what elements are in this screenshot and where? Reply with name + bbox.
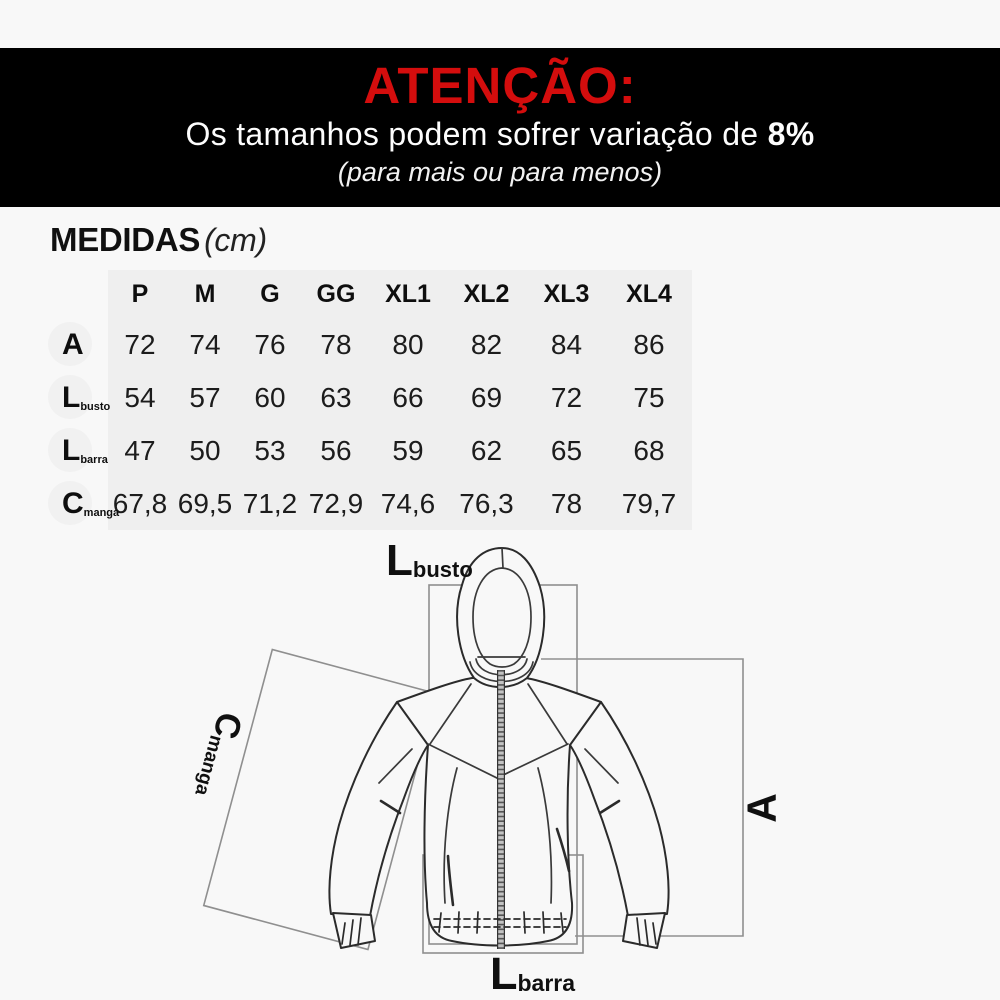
table-cell: 56	[320, 434, 352, 466]
label-manga-letter: C	[205, 708, 250, 743]
table-cell: 78	[320, 328, 352, 360]
table-cell: 79,7	[621, 487, 677, 519]
row-label-letter: C	[62, 486, 84, 520]
column-header-xl1: XL1	[385, 279, 431, 308]
table-cell: 72,9	[308, 487, 364, 519]
hood-top-seam	[502, 548, 503, 568]
label-barra-letter: L	[490, 948, 518, 999]
table-cell: 62	[470, 434, 503, 466]
jacket-left-sleeve	[329, 702, 428, 916]
table-cell: 80	[392, 328, 424, 360]
table-cell: 66	[392, 381, 424, 413]
section-title-text: MEDIDAS	[50, 221, 201, 258]
table-cell: 67,8	[112, 487, 168, 519]
column-header-xl4: XL4	[626, 279, 672, 308]
table-cell: 78	[550, 487, 583, 519]
warning-subtitle-percentage: 8%	[767, 115, 815, 152]
label-busto-sub: busto	[412, 557, 473, 582]
label-largura-barra	[490, 948, 575, 1000]
table-cell: 76	[254, 328, 286, 360]
column-header-g: G	[260, 279, 280, 308]
section-title-unit: (cm)	[204, 222, 267, 258]
jacket-right-cuff	[623, 913, 665, 948]
table-cell: 60	[254, 381, 286, 413]
row-label-letter: L	[62, 380, 81, 414]
table-cell: 82	[470, 328, 503, 360]
table-cell: 69	[470, 381, 503, 413]
table-cell: 74,6	[380, 487, 436, 519]
table-cell: 86	[633, 328, 665, 360]
table-cell: 72	[124, 328, 156, 360]
label-altura: A	[738, 793, 785, 823]
table-cell: 76,3	[459, 487, 514, 519]
label-manga-sub: manga	[190, 732, 227, 798]
row-label-letter: L	[62, 433, 81, 467]
table-cell: 71,2	[242, 487, 298, 519]
table-cell: 59	[392, 434, 424, 466]
table-cell: 74	[189, 328, 221, 360]
table-cell: 54	[124, 381, 156, 413]
warning-title: ATENÇÃO:	[363, 57, 637, 114]
table-cell: 65	[550, 434, 583, 466]
column-header-xl3: XL3	[543, 279, 590, 308]
warning-note: (para mais ou para menos)	[337, 156, 663, 187]
label-barra-sub: barra	[517, 970, 576, 996]
table-cell: 84	[550, 328, 583, 360]
table-cell: 75	[633, 381, 665, 413]
column-header-p: P	[131, 279, 149, 308]
row-label-sub: manga	[83, 506, 120, 519]
table-cell: 50	[189, 434, 221, 466]
row-label-sub: busto	[80, 400, 111, 413]
table-cell: 47	[124, 434, 156, 466]
label-largura-busto	[386, 536, 473, 586]
column-header-gg: GG	[316, 279, 356, 308]
jacket-left-cuff	[333, 913, 375, 948]
table-cell: 53	[254, 434, 286, 466]
column-header-m: M	[194, 279, 216, 308]
label-busto-letter: L	[386, 536, 413, 585]
row-label-sub: barra	[80, 453, 108, 466]
table-cell: 72	[550, 381, 583, 413]
table-cell: 57	[189, 381, 221, 413]
column-header-xl2: XL2	[463, 279, 510, 308]
row-label-letter: A	[62, 327, 84, 361]
table-cell: 63	[320, 381, 352, 413]
zipper	[498, 670, 505, 949]
warning-subtitle-text: Os tamanhos podem sofrer variação de	[185, 115, 768, 152]
table-cell: 68	[633, 434, 665, 466]
table-cell: 69,5	[177, 487, 233, 519]
jacket-right-sleeve	[570, 702, 669, 916]
